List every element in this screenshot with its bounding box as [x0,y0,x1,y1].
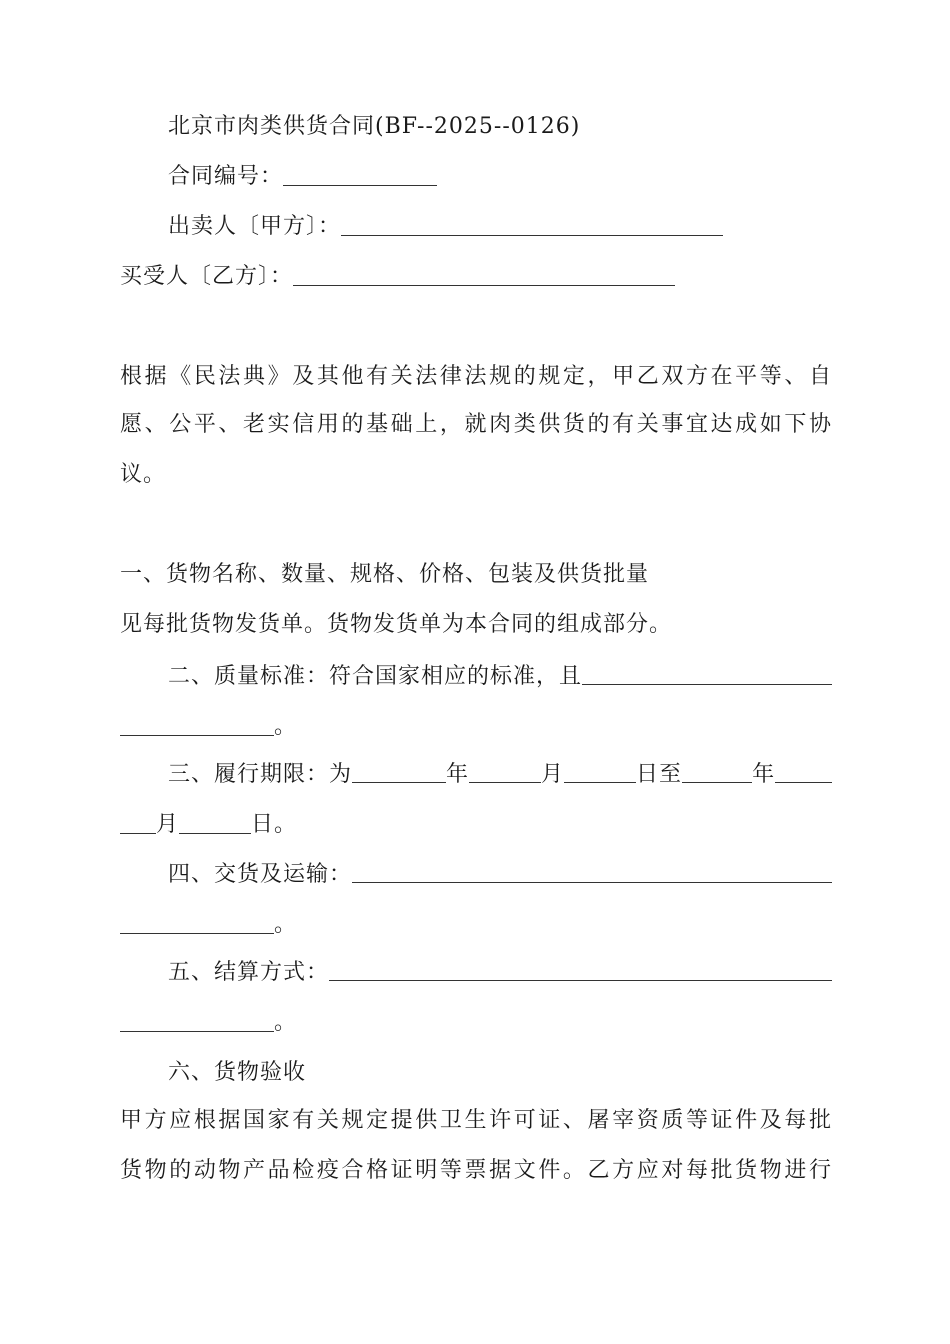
end-year-label: 年 [752,762,776,787]
end-year-blank[interactable] [682,760,752,783]
preamble-line-2: 愿、公平、老实信用的基础上，就肉类供货的有关事宜达成如下协 [120,412,832,437]
section-5-row [168,958,832,988]
seller-label: 出卖人〔甲方〕： [168,214,342,239]
section-3-label: 三、履行期限：为 [168,762,353,787]
section-5-blank-cont[interactable] [120,1009,274,1032]
contract-number-label: 合同编号： [168,164,284,189]
section-5-continuation [120,1008,297,1038]
section-4-blank[interactable] [352,860,832,883]
buyer-label: 买受人〔乙方〕： [120,264,294,289]
section-2-continuation [120,712,297,742]
section-6-body-line-2: 货物的动物产品检疫合格证明等票据文件。乙方应对每批货物进行 [120,1158,832,1183]
section-2-blank[interactable] [582,662,832,685]
period-mark: 。 [274,1010,298,1035]
contract-title: 北京市肉类供货合同(BF--2025--0126) [168,114,581,139]
section-6-body-line-1: 甲方应根据国家有关规定提供卫生许可证、屠宰资质等证件及每批 [120,1108,832,1133]
day-to-label: 日至 [636,762,683,787]
section-4-row [168,860,832,890]
start-year-blank[interactable] [352,760,446,783]
section-6-heading: 六、货物验收 [168,1060,307,1085]
end-day-blank[interactable] [179,811,251,834]
year-label: 年 [446,762,470,787]
buyer-row [120,262,675,292]
preamble-line-1: 根据《民法典》及其他有关法律法规的规定，甲乙双方在平等、自 [120,364,832,389]
end-month-label: 月 [156,812,180,837]
section-1-heading: 一、货物名称、数量、规格、价格、包装及供货批量 [120,562,650,587]
section-4-continuation [120,910,297,940]
start-day-blank[interactable] [564,760,636,783]
section-5-blank[interactable] [329,958,832,981]
end-month-blank-part1[interactable] [775,760,832,783]
end-day-label: 日。 [251,812,298,837]
start-month-blank[interactable] [469,760,541,783]
section-2-row [168,662,832,692]
section-3-row [168,760,832,790]
section-4-label: 四、交货及运输： [168,862,353,887]
section-5-label: 五、结算方式： [168,960,330,985]
section-2-label: 二、质量标准：符合国家相应的标准，且 [168,664,583,689]
end-month-blank-part2[interactable] [120,811,156,834]
section-3-continuation [120,810,297,840]
period-mark: 。 [274,714,298,739]
preamble-line-3: 议。 [120,462,167,487]
contract-number-blank[interactable] [283,163,437,186]
seller-blank[interactable] [341,213,723,236]
buyer-blank[interactable] [293,263,675,286]
period-mark: 。 [274,912,298,937]
section-1-body: 见每批货物发货单。货物发货单为本合同的组成部分。 [120,612,673,637]
month-label: 月 [541,762,565,787]
contract-number-row [168,162,437,192]
section-2-blank-cont[interactable] [120,713,274,736]
section-4-blank-cont[interactable] [120,911,274,934]
seller-row [168,212,723,242]
